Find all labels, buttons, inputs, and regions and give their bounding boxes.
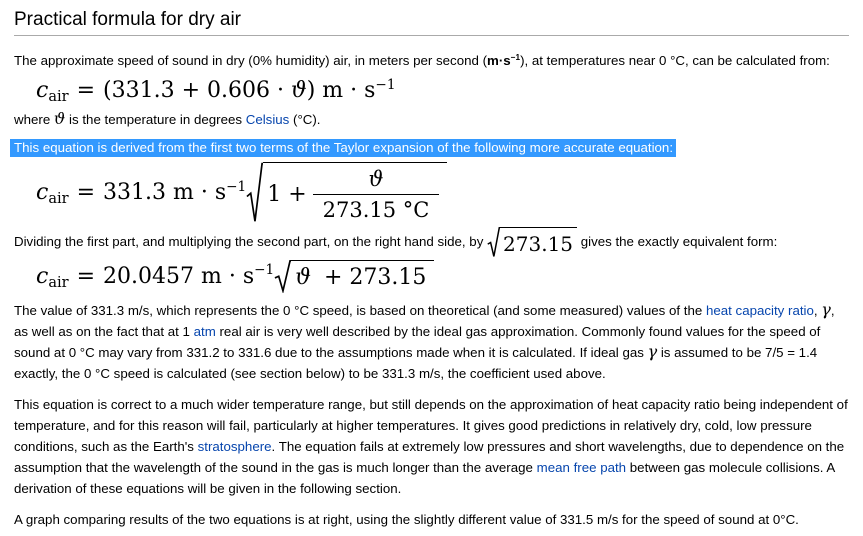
- where-line: [14, 109, 849, 130]
- link-heat-capacity-ratio[interactable]: heat capacity ratio: [705, 302, 814, 318]
- sub-air: air: [48, 274, 69, 291]
- formula-equivalent: [14, 260, 849, 293]
- text-segment: between gas molecule collisions. A derivation of these equations will be given in the following section.: [14, 459, 835, 496]
- fraction: [313, 166, 440, 224]
- one-plus: 1 +: [267, 181, 307, 207]
- sub-air: air: [48, 89, 69, 106]
- page-title: Practical formula for dry air: [14, 8, 849, 36]
- expr-open: (331.3 + 0.606 ·: [103, 78, 291, 103]
- sqrt-value: 273.15: [500, 227, 577, 258]
- equals-sign: =: [76, 263, 96, 289]
- paragraph-value-331: [14, 300, 849, 384]
- gamma-symbol: γ: [821, 299, 831, 319]
- radical-sign: [246, 162, 263, 225]
- var-c: c: [36, 180, 49, 205]
- coefficient: 20.0457 m · s: [103, 263, 255, 289]
- text-segment: A graph comparing results of the two equations is at right, using the slightly different value of 331.5 m/s for the speed of sound at 0°C.: [14, 511, 799, 527]
- text-segment: This equation is correct to a much wider temperature range, but still depends on the approximation of heat capacity ratio being independent of temperature, and for this reason will fail, particularly at higher temperatures. It gives good predictions in relatively dry, cold, low pressure conditions, such as the Earth's: [14, 396, 848, 454]
- link-celsius[interactable]: Celsius: [245, 111, 290, 127]
- link-stratosphere[interactable]: stratosphere: [197, 438, 272, 454]
- article-content: [0, 8, 863, 530]
- selected-sentence-line: [14, 137, 849, 158]
- radical-sign: [274, 260, 291, 293]
- text-segment: is assumed to be 7/5 = 1.4 exactly, the 0 °C speed is calculated (see section below) to be 331.3 m/s, the coefficient used above.: [14, 344, 818, 381]
- dividing-line: [14, 227, 849, 258]
- formula-accurate: [14, 162, 849, 225]
- text-segment: where: [14, 111, 54, 127]
- theta-symbol: ϑ: [295, 265, 311, 290]
- formula-linear: [14, 77, 849, 105]
- exponent: −1: [254, 262, 275, 279]
- unit-ms-bold: m·s: [487, 53, 511, 68]
- square-root: [246, 162, 447, 225]
- link-atm[interactable]: atm: [193, 323, 216, 339]
- text-segment: , as well as on the fact that at 1: [14, 302, 835, 339]
- fraction-numerator: ϑ: [368, 166, 384, 191]
- text-segment: gives the exactly equivalent form:: [577, 234, 778, 250]
- equals-sign: =: [76, 180, 96, 205]
- var-c: c: [36, 78, 49, 103]
- equals-sign: =: [76, 78, 96, 103]
- text-segment: is the temperature in degrees: [65, 111, 246, 127]
- exponent: −1: [375, 76, 396, 93]
- text-segment: (°C).: [289, 111, 321, 127]
- inline-sqrt: [487, 227, 577, 258]
- text-segment: The approximate speed of sound in dry (0% humidity) air, in meters per second (: [14, 53, 488, 68]
- square-root: [274, 260, 434, 293]
- text-segment: The value of 331.3 m/s, which represents the 0 °C speed, is based on theoretical (and some measured) values of the: [14, 302, 706, 318]
- exponent: −1: [226, 178, 247, 195]
- text-segment: Dividing the first part, and multiplying the second part, on the right hand side, by: [14, 234, 488, 250]
- fraction-denominator: 273.15 °C: [313, 194, 440, 223]
- expr-close: ) m · s: [306, 78, 376, 103]
- link-mean-free-path[interactable]: mean free path: [536, 459, 627, 475]
- coefficient: 331.3 m · s: [103, 180, 227, 205]
- paragraph-validity: [14, 394, 849, 499]
- text-segment: ), at temperatures near 0 °C, can be calculated from:: [520, 53, 830, 68]
- selected-text: This equation is derived from the first two terms of the Taylor expansion of the following more accurate equation:: [10, 139, 676, 157]
- gamma-symbol: γ: [647, 341, 658, 361]
- var-c: c: [36, 263, 49, 289]
- text-segment: . The equation fails at extremely low pressures and short wavelengths, due to dependence on the assumption that the wavelength of the sound in the gas is much longer than the average: [14, 438, 845, 475]
- paragraph-intro: [14, 50, 849, 71]
- theta-symbol: ϑ: [290, 78, 307, 103]
- sub-air: air: [48, 191, 69, 208]
- theta-symbol: ϑ: [53, 108, 66, 128]
- radical-sign: [487, 227, 500, 258]
- text-segment: real air is very well described by the ideal gas approximation. Commonly found values for the speed of sound at 0 °C may vary from 331.2 to 331.6 due to the assumptions made when it is calculated. If ideal gas: [14, 323, 821, 360]
- paragraph-graph-note: [14, 509, 849, 530]
- unit-exponent: −1: [510, 52, 521, 62]
- text-segment: ,: [813, 302, 822, 318]
- radicand-rest: + 273.15: [316, 265, 427, 290]
